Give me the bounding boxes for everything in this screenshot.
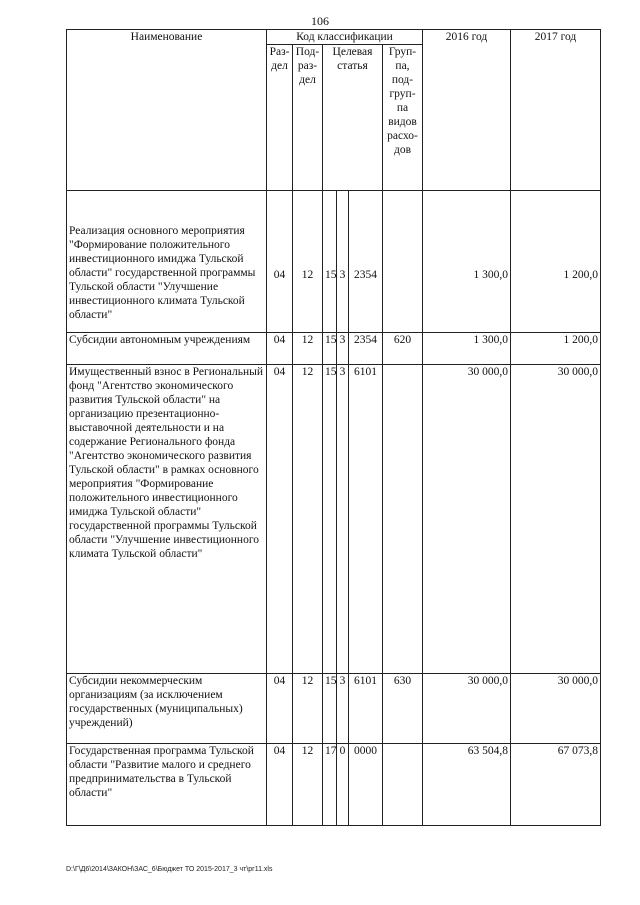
row-target-program: 15	[323, 191, 337, 333]
table-row	[67, 191, 601, 333]
row-value-2017: 67 073,8	[511, 744, 601, 826]
row-section: 04	[267, 674, 293, 744]
row-target-direction: 0000	[349, 744, 383, 826]
row-expense-group	[383, 191, 423, 333]
header-year-2017: 2017 год	[511, 30, 601, 191]
header-year-2016: 2016 год	[423, 30, 511, 191]
header-code: Код классификации	[267, 30, 423, 45]
page-number: 106	[311, 14, 329, 28]
table-row	[67, 333, 601, 365]
row-section: 04	[267, 191, 293, 333]
table-row	[67, 674, 601, 744]
row-expense-group: 630	[383, 674, 423, 744]
budget-table	[66, 29, 601, 826]
row-section: 04	[267, 744, 293, 826]
row-name: Субсидии автономным учреждениям	[67, 333, 267, 365]
row-expense-group	[383, 365, 423, 674]
row-target-subprogram: 0	[337, 744, 349, 826]
row-expense-group	[383, 744, 423, 826]
row-target-subprogram: 3	[337, 365, 349, 674]
header-subsection: Под- раз- дел	[293, 45, 323, 191]
row-section: 04	[267, 365, 293, 674]
row-target-direction: 2354	[349, 333, 383, 365]
row-name: Реализация основного мероприятия "Формирование положительного инвестиционного имиджа Тульской области" государственной программы Тульской области "Улучшение инвестиционного климата Тульской области"	[67, 191, 267, 333]
row-subsection: 12	[293, 744, 323, 826]
row-name: Субсидии некоммерческим организациям (за исключением государственных (муниципальных) учреждений)	[67, 674, 267, 744]
row-value-2016: 1 300,0	[423, 191, 511, 333]
row-subsection: 12	[293, 674, 323, 744]
row-value-2017: 1 200,0	[511, 191, 601, 333]
header-section: Раз- дел	[267, 45, 293, 191]
row-target-subprogram: 3	[337, 674, 349, 744]
row-section: 04	[267, 333, 293, 365]
row-value-2016: 1 300,0	[423, 333, 511, 365]
row-name: Имущественный взнос в Региональный фонд "Агентство экономического развития Тульской области" на организацию презентационно-выставочной деятельности и на содержание Регионального фонда "Агентство экономического развития Тульской области" в рамках основного мероприятия "Формирование положительного инвестиционного имиджа Тульской области" государственной программы Тульской области "Улучшение инвестиционного климата Тульской области"	[67, 365, 267, 674]
header-target-article: Целевая статья	[323, 45, 383, 191]
row-subsection: 12	[293, 365, 323, 674]
row-target-direction: 2354	[349, 191, 383, 333]
row-expense-group: 620	[383, 333, 423, 365]
file-path-footer: D:\Г\Д6\2014\ЗАКОН\ЗАС_6\Бюджет ТО 2015-2017_3 чт\рг11.xls	[66, 866, 273, 873]
row-target-program: 15	[323, 365, 337, 674]
row-target-program: 15	[323, 333, 337, 365]
row-value-2016: 30 000,0	[423, 674, 511, 744]
row-target-subprogram: 3	[337, 333, 349, 365]
row-subsection: 12	[293, 333, 323, 365]
row-target-program: 15	[323, 674, 337, 744]
row-value-2017: 30 000,0	[511, 365, 601, 674]
row-subsection: 12	[293, 191, 323, 333]
row-target-direction: 6101	[349, 365, 383, 674]
header-name: Наименование	[67, 30, 267, 191]
row-value-2017: 30 000,0	[511, 674, 601, 744]
row-target-direction: 6101	[349, 674, 383, 744]
table-row	[67, 744, 601, 826]
table-row	[67, 365, 601, 674]
row-value-2016: 63 504,8	[423, 744, 511, 826]
row-target-subprogram: 3	[337, 191, 349, 333]
row-value-2016: 30 000,0	[423, 365, 511, 674]
row-name: Государственная программа Тульской области "Развитие малого и среднего предпринимательства в Тульской области"	[67, 744, 267, 826]
header-expense-group: Груп- па, под- груп- па видов расхо- дов	[383, 45, 423, 191]
row-target-program: 17	[323, 744, 337, 826]
row-value-2017: 1 200,0	[511, 333, 601, 365]
